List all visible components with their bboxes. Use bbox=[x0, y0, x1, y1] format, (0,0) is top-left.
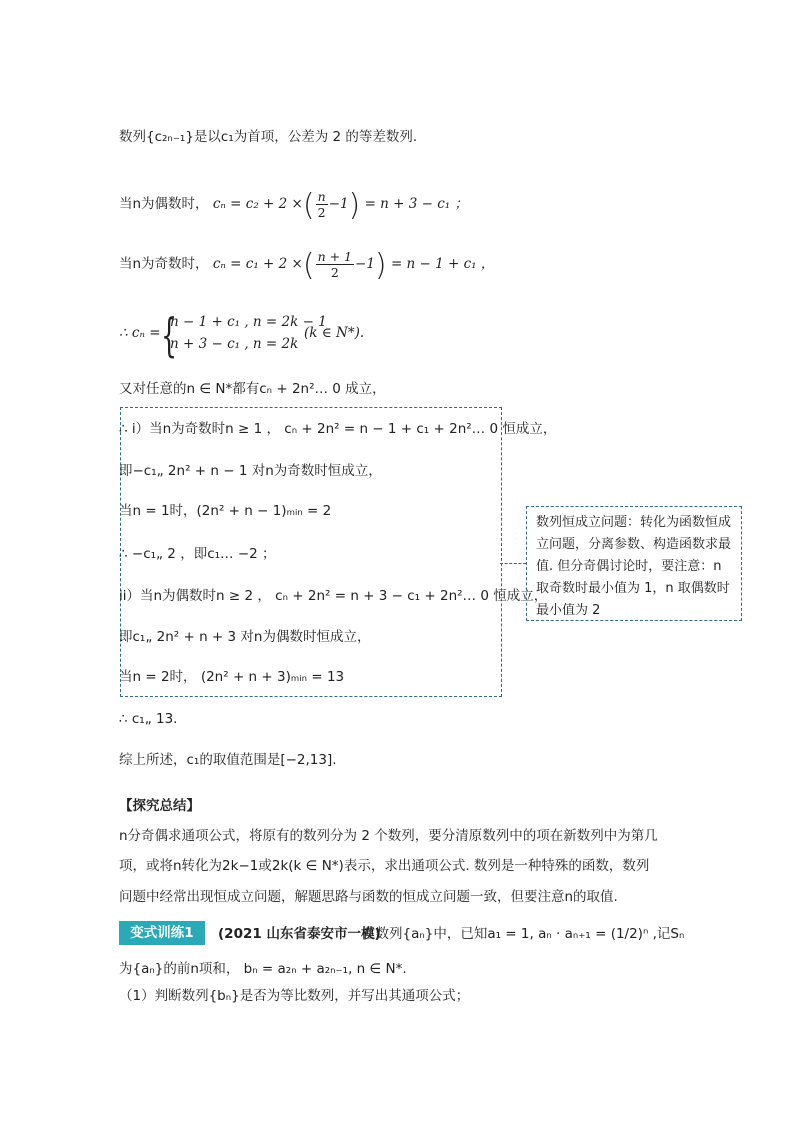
exercise-source: (2021 山东省泰安市一模) bbox=[218, 926, 381, 942]
fraction-n-over-2: $\frac{n}{2}$ bbox=[317, 188, 326, 220]
paren-right: ) bbox=[348, 188, 361, 223]
text-line-odd-conclusion: ∴ −c₁„ 2 ，即c₁… −2 ； bbox=[119, 546, 276, 562]
summary-paragraph-line-2: 项，或将n转化为2k−1或2k(k ∈ N*)表示，求出通项公式. 数列是一种特殊的函数，数列 bbox=[119, 858, 650, 874]
text-line-piecewise: ∴ cₙ = bbox=[119, 325, 161, 341]
text-line-1: 数列{c₂ₙ₋₁}是以c₁为首项，公差为 2 的等差数列. bbox=[119, 129, 418, 145]
text-line-odd-case: 当n为奇数时， cₙ = c₁ + 2 ×( $\frac{n + 1}{2}$ −1) = n − 1 + c₁ ， bbox=[119, 248, 495, 283]
note-connector bbox=[500, 563, 526, 564]
text-line-case-odd: ∴ i）当n为奇数时n ≥ 1 ， cₙ + 2n² = n − 1 + c₁ + 2n²… 0 恒成立， bbox=[119, 421, 557, 437]
text-line-even-min: 当n = 2时， (2n² + n + 3)ₘᵢₙ = 13 bbox=[119, 669, 345, 685]
brace-icon: { bbox=[161, 308, 178, 362]
summary-paragraph-line-3: 问题中经常出现恒成立问题，解题思路与函数的恒成立问题一致，但要注意n的取值. bbox=[119, 889, 618, 905]
text-line-odd-inequality: 即−c₁„ 2n² + n − 1 对n为奇数时恒成立， bbox=[119, 463, 382, 479]
text-line-for-all-n: 又对任意的n ∈ N*都有cₙ + 2n²… 0 成立， bbox=[119, 381, 386, 397]
exercise-text-line-2: 为{aₙ}的前n项和， bₙ = a₂ₙ + a₂ₙ₋₁, n ∈ N*. bbox=[119, 961, 407, 977]
paren-left: ( bbox=[302, 188, 315, 223]
text-line-upper-bound: ∴ c₁„ 13. bbox=[119, 711, 178, 727]
fraction-n-plus-1-over-2: $\frac{n + 1}{2}$ bbox=[317, 248, 353, 280]
summary-heading: 【探究总结】 bbox=[119, 798, 200, 814]
piecewise-tail: (k ∈ N*). bbox=[304, 325, 365, 341]
piecewise-case-2: n + 3 − c₁ , n = 2k bbox=[170, 336, 299, 352]
exercise-question-1: （1）判断数列{bₙ}是否为等比数列，并写出其通项公式； bbox=[119, 988, 470, 1004]
text-line-range-conclusion: 综上所述，c₁的取值范围是[−2,13]. bbox=[119, 752, 337, 768]
exercise-tag: 变式训练1 bbox=[119, 921, 205, 945]
text-line-case-even: ii）当n为偶数时n ≥ 2 ， cₙ + 2n² = n + 3 − c₁ + 2n²… 0 恒成立， bbox=[119, 588, 548, 604]
paren-left: ( bbox=[302, 248, 315, 283]
paren-right: ) bbox=[374, 248, 387, 283]
summary-paragraph-line-1: n分奇偶求通项公式，将原有的数列分为 2 个数列，要分清原数列中的项在新数列中为第几 bbox=[119, 828, 658, 844]
text-line-even-case: 当n为偶数时， cₙ = c₂ + 2 ×( $\frac{n}{2}$ −1) = n + 3 − c₁ ； bbox=[119, 188, 469, 223]
piecewise-case-1: n − 1 + c₁ , n = 2k − 1 bbox=[170, 314, 327, 330]
exercise-text-line-1: 在数列{aₙ}中，已知a₁ = 1, aₙ · aₙ₊₁ = (1/2)ⁿ ,记Sₙ bbox=[362, 926, 685, 942]
text-line-even-inequality: 即c₁„ 2n² + n + 3 对n为偶数时恒成立， bbox=[119, 629, 371, 645]
note-text: 数列恒成立问题：转化为函数恒成立问题，分离参数、构造函数求最值. 但分奇偶讨论时，要注意：n 取奇数时最小值为 1，n 取偶数时最小值为 2 bbox=[536, 515, 732, 618]
text-line-odd-min: 当n = 1时，(2n² + n − 1)ₘᵢₙ = 2 bbox=[119, 503, 332, 519]
